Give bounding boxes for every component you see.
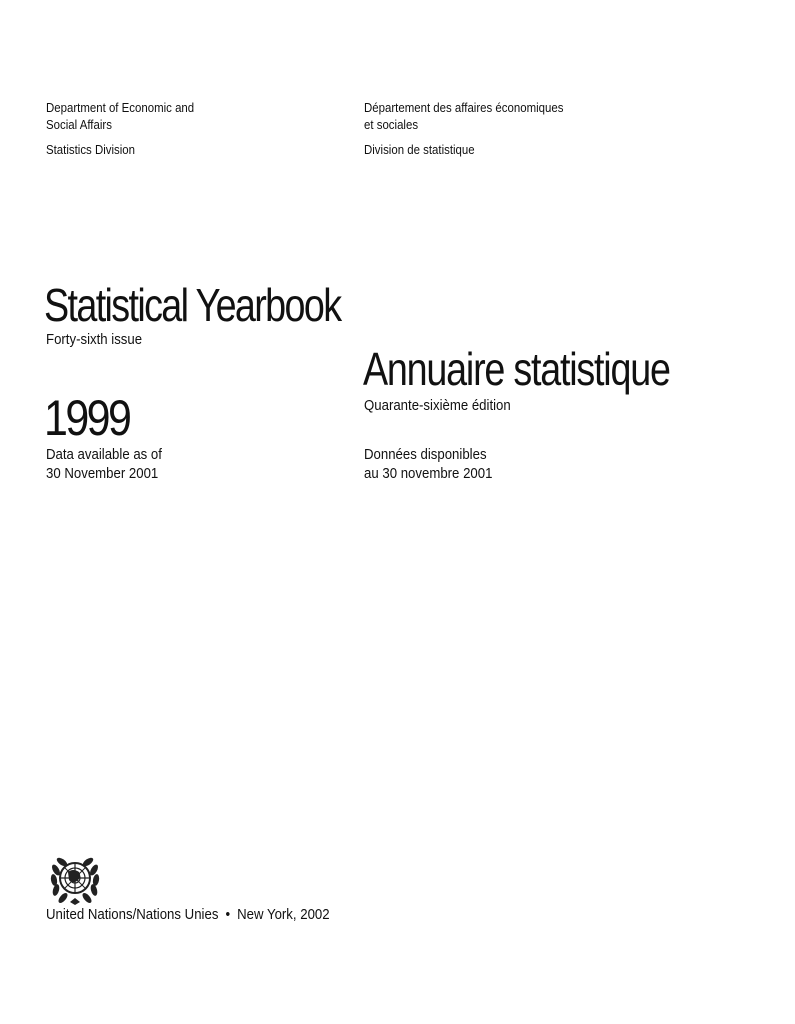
dept-fr-line2: et sociales bbox=[364, 117, 419, 132]
un-emblem-icon bbox=[46, 850, 104, 908]
footer bbox=[46, 905, 330, 924]
title-en: Statistical Yearbook bbox=[44, 279, 341, 331]
availability-fr-line2: au 30 novembre 2001 bbox=[364, 465, 493, 482]
footer-separator: • bbox=[225, 906, 231, 923]
issue-fr: Quarante-sixième édition bbox=[364, 397, 511, 414]
footer-publisher: United Nations/Nations Unies bbox=[46, 906, 219, 923]
dept-en-line1: Department of Economic and bbox=[46, 100, 195, 115]
dept-fr-line1: Département des affaires économiques bbox=[364, 100, 564, 115]
title-fr: Annuaire statistique bbox=[363, 343, 670, 395]
availability-fr-line1: Données disponibles bbox=[364, 446, 487, 463]
division-en: Statistics Division bbox=[46, 142, 136, 157]
availability-en-line1: Data available as of bbox=[46, 446, 162, 463]
dept-en-line2: Social Affairs bbox=[46, 117, 112, 132]
footer-place-date: New York, 2002 bbox=[237, 906, 330, 923]
year: 1999 bbox=[44, 390, 130, 446]
availability-en-line2: 30 November 2001 bbox=[46, 465, 159, 482]
issue-en: Forty-sixth issue bbox=[46, 331, 143, 348]
division-fr: Division de statistique bbox=[364, 142, 475, 157]
